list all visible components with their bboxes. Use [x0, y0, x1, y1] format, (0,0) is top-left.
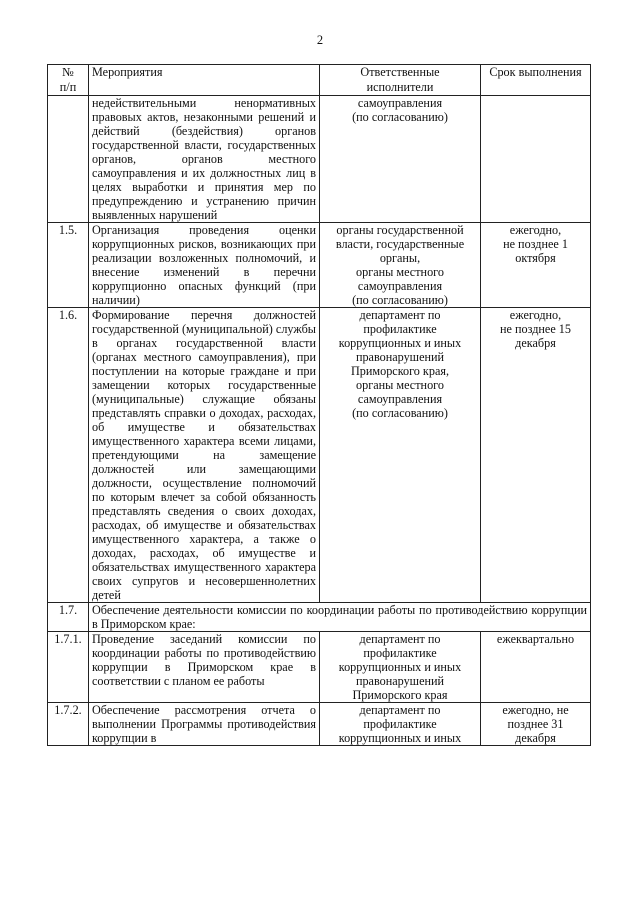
row-activity: Проведение заседаний комиссии по координации работы по противодействию коррупции в Приморском крае в соответствии с планом ее работы	[89, 632, 320, 703]
table-row	[48, 632, 591, 703]
header-responsible: Ответственные исполнители	[320, 65, 481, 96]
table-header-row	[48, 65, 591, 96]
row-number: 1.7.2.	[48, 703, 89, 746]
header-activity: Мероприятия	[89, 65, 320, 96]
row-responsible: органы государственной власти, государственные органы, органы местного самоуправления (по согласованию)	[320, 223, 481, 308]
table-row	[48, 703, 591, 746]
row-responsible: департамент по профилактике коррупционных и иных правонарушений Приморского края, органы местного самоуправления (по согласованию)	[320, 308, 481, 603]
row-responsible: департамент по профилактике коррупционных и иных	[320, 703, 481, 746]
row-deadline	[481, 96, 591, 223]
row-activity: Организация проведения оценки коррупционных рисков, возникающих при реализации возложенных полномочий, и внесение изменений в перечни коррупционно опасных функций (при наличии)	[89, 223, 320, 308]
row-activity: Обеспечение рассмотрения отчета о выполнении Программы противодействия коррупции в	[89, 703, 320, 746]
row-deadline: ежеквартально	[481, 632, 591, 703]
row-responsible: департамент по профилактике коррупционных и иных правонарушений Приморского края	[320, 632, 481, 703]
row-deadline: ежегодно, не позднее 31 декабря	[481, 703, 591, 746]
row-responsible: самоуправления (по согласованию)	[320, 96, 481, 223]
page-number: 2	[316, 33, 324, 47]
row-number: 1.6.	[48, 308, 89, 603]
table-row	[48, 223, 591, 308]
row-deadline: ежегодно, не позднее 1 октября	[481, 223, 591, 308]
table-row-section	[48, 603, 591, 632]
row-section-title: Обеспечение деятельности комиссии по координации работы по противодействию коррупции в Приморском крае:	[89, 603, 591, 632]
header-deadline: Срок выполнения	[481, 65, 591, 96]
row-number: 1.7.	[48, 603, 89, 632]
table-row	[48, 308, 591, 603]
row-activity: Формирование перечня должностей государственной (муниципальной) службы в органах государственной власти (органах местного самоуправления), при поступлении на которые граждане и при замещении которых государственные (муниципальные) служащие обязаны представлять справки о доходах, расходах, об имуществе и обязательствах имущественного характера всеми лицами, претендующими на замещение должностей или замещающими должности, осуществление полномочий по которым влечет за собой обязанность представлять сведения о своих доходах, расходах, об имуществе и обязательствах имущественного характера, а также о доходах, расходах, об имуществе и обязательствах имущественного характера своих супругов и несовершеннолетних детей	[89, 308, 320, 603]
header-number: № п/п	[48, 65, 89, 96]
table-row	[48, 96, 591, 223]
row-deadline: ежегодно, не позднее 15 декабря	[481, 308, 591, 603]
row-activity: недействительными ненормативных правовых актов, незаконными решений и действий (бездействия) органов государственной власти, государственных органов, органов местного самоуправления и их должностных лиц в целях выработки и принятия мер по предупреждению и устранению причин выявленных нарушений	[89, 96, 320, 223]
measures-table	[47, 64, 591, 746]
row-number: 1.7.1.	[48, 632, 89, 703]
row-number: 1.5.	[48, 223, 89, 308]
row-number	[48, 96, 89, 223]
